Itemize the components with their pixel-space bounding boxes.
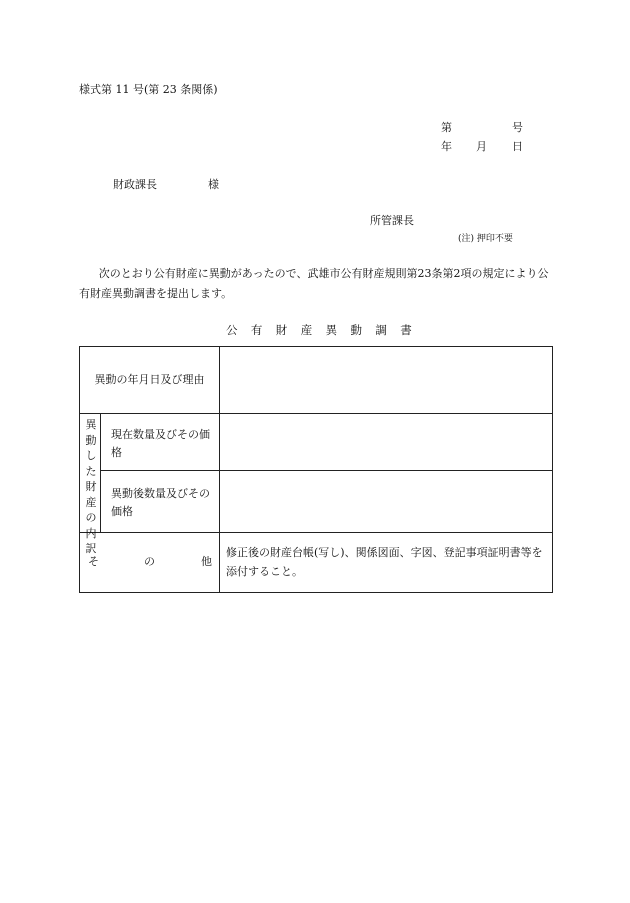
row-divider: [80, 532, 552, 533]
row3-label: 異動後数量及びその価格: [111, 487, 210, 518]
body-text: 次のとおり公有財産に異動があったので、武雄市公有財産規則第23条第2項の規定により公有財産異動調書を提出します。: [79, 267, 549, 300]
row4-label-2: の: [144, 555, 155, 568]
row4-label-3: 他: [201, 555, 212, 568]
row4-value: 修正後の財産台帳(写し)、関係図面、字図、登記事項証明書等を添付すること。: [226, 546, 543, 578]
group-label: 異動した財産の内訳: [85, 418, 97, 555]
row-divider: [100, 470, 552, 471]
sender-name: 所管課長: [370, 214, 414, 227]
document-title: 公有財産異動調書: [226, 323, 426, 337]
number-prefix: 第: [441, 121, 452, 134]
row-divider: [80, 413, 552, 414]
addressee-honorific: 様: [208, 178, 219, 191]
date-month-label: 月: [476, 140, 487, 153]
column-divider: [219, 347, 220, 592]
seal-note: (注) 押印不要: [458, 234, 513, 244]
date-day-label: 日: [512, 140, 523, 153]
form-number: 様式第 11 号(第 23 条関係): [79, 83, 218, 96]
row1-label: 異動の年月日及び理由: [94, 373, 205, 386]
column-divider: [100, 413, 101, 532]
addressee-name: 財政課長: [113, 178, 157, 191]
number-suffix: 号: [512, 121, 523, 134]
row4-label-1: そ: [88, 555, 99, 568]
row2-label: 現在数量及びその価格: [111, 428, 210, 459]
date-year-label: 年: [441, 140, 452, 153]
report-table: [79, 346, 553, 593]
